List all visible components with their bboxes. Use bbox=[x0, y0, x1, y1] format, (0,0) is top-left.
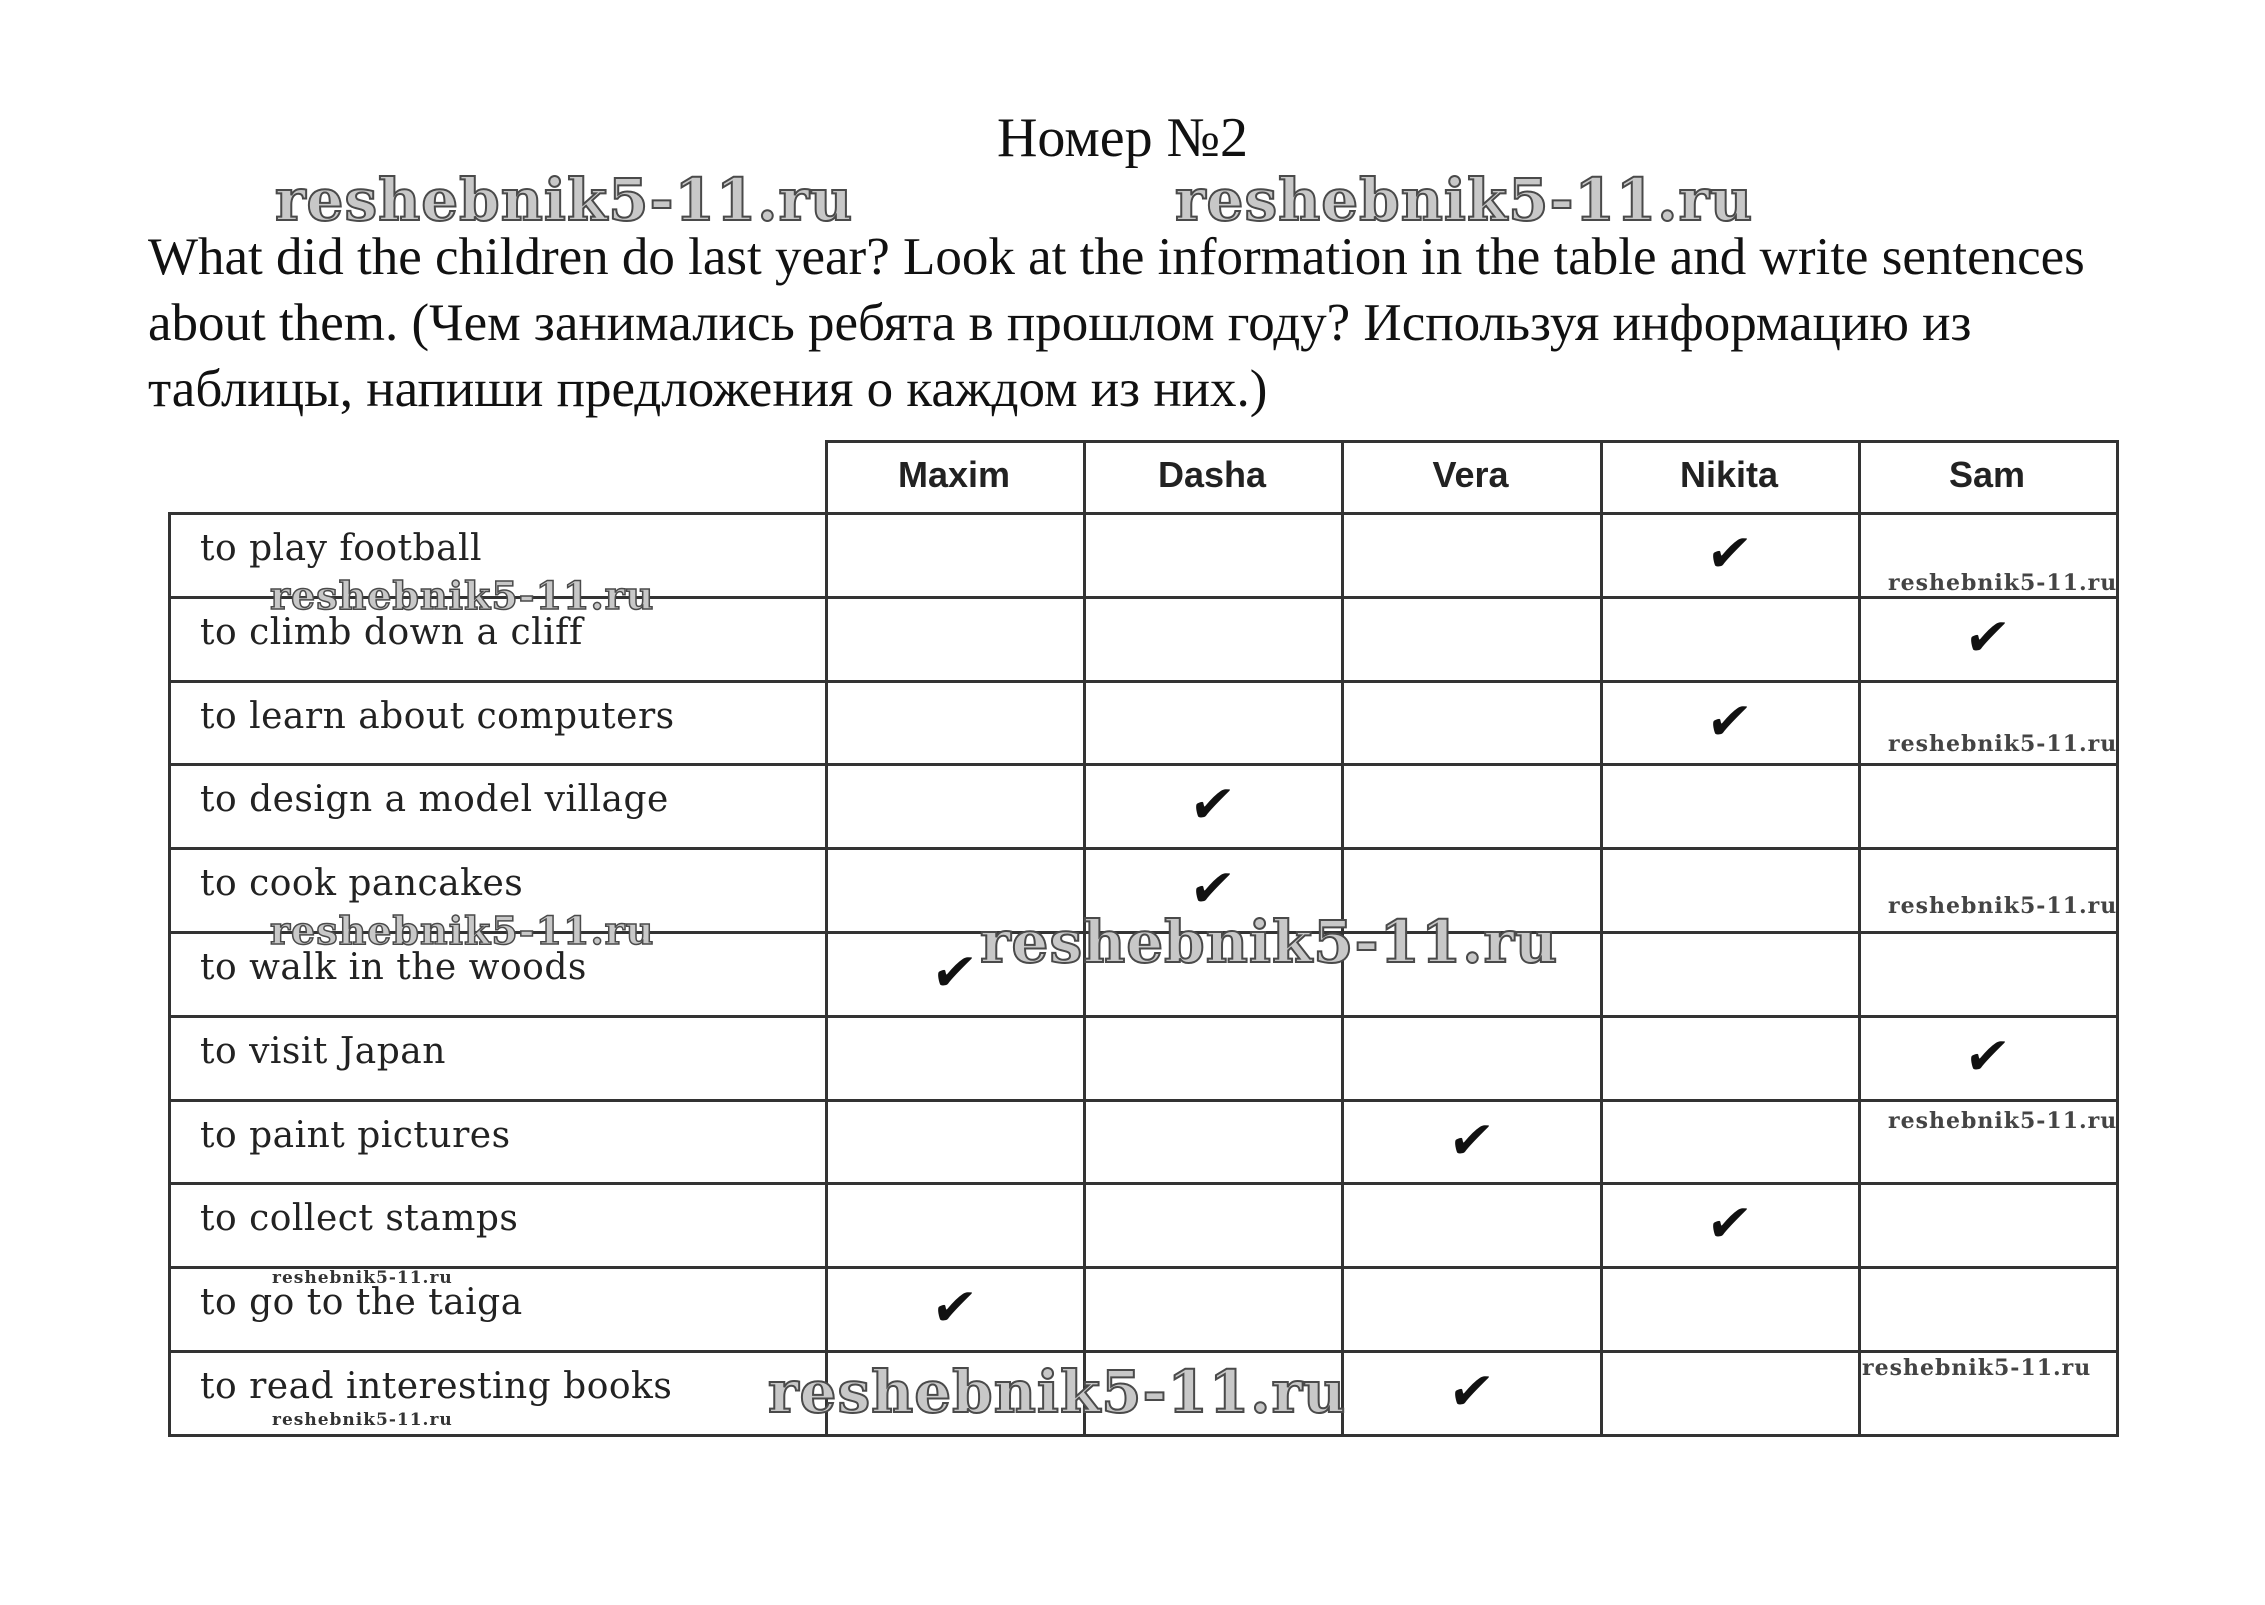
watermark: reshebnik5-11.ru bbox=[1175, 166, 1754, 234]
activity-label: to learn about computers bbox=[200, 695, 675, 737]
table-row-divider bbox=[168, 763, 2116, 766]
activity-label: to walk in the woods bbox=[200, 947, 587, 988]
check-mark-icon: ✔ bbox=[1960, 1026, 2013, 1087]
watermark: reshebnik5-11.ru bbox=[1862, 1355, 2092, 1381]
table-row-divider bbox=[168, 931, 2116, 934]
check-mark-icon: ✔ bbox=[927, 943, 980, 1003]
check-mark-icon: ✔ bbox=[1185, 775, 1238, 836]
check-mark-icon: ✔ bbox=[1185, 859, 1238, 920]
table-row-divider bbox=[168, 1015, 2116, 1018]
column-header: Dasha bbox=[1157, 454, 1267, 495]
table-row-divider bbox=[168, 1182, 2116, 1185]
watermark: reshebnik5-11.ru bbox=[980, 908, 1559, 976]
check-mark-icon: ✔ bbox=[927, 1278, 980, 1339]
activity-label: to visit Japan bbox=[200, 1030, 446, 1072]
check-mark-icon: ✔ bbox=[1702, 524, 1755, 584]
watermark: reshebnik5-11.ru bbox=[270, 573, 655, 618]
watermark: reshebnik5-11.ru bbox=[275, 166, 854, 234]
exercise-instruction: What did the children do last year? Look at the information in the table and write sentences about them. (Чем занимались ребята в прошлом году? Используя информацию из таблицы, напиши предложения о каждом из них.) bbox=[148, 228, 2085, 418]
check-mark-icon: ✔ bbox=[1444, 1110, 1497, 1171]
table-row-divider bbox=[168, 680, 2116, 683]
activity-label: to cook pancakes bbox=[200, 863, 524, 905]
check-mark-icon: ✔ bbox=[1444, 1362, 1497, 1422]
table-row-divider bbox=[168, 1266, 2116, 1269]
table-row-divider bbox=[168, 1350, 2116, 1353]
table-row-divider bbox=[168, 512, 2116, 515]
activity-label: to go to the taiga bbox=[200, 1282, 523, 1324]
table-column-divider bbox=[825, 440, 828, 1437]
activity-label: to paint pictures bbox=[200, 1114, 511, 1156]
column-header: Maxim bbox=[897, 454, 1011, 495]
table-border bbox=[168, 512, 171, 1434]
watermark: reshebnik5-11.ru bbox=[1888, 893, 2118, 919]
column-header: Vera bbox=[1432, 454, 1509, 495]
column-header: Sam bbox=[1948, 454, 2026, 495]
watermark: reshebnik5-11.ru bbox=[1888, 570, 2118, 596]
table-row-divider bbox=[168, 847, 2116, 850]
watermark: reshebnik5-11.ru bbox=[270, 908, 655, 953]
table-column-divider bbox=[1083, 440, 1086, 1437]
activity-label: to climb down a cliff bbox=[200, 611, 583, 653]
check-mark-icon: ✔ bbox=[1960, 607, 2013, 668]
watermark: reshebnik5-11.ru bbox=[768, 1358, 1347, 1426]
table-column-divider bbox=[1341, 440, 1344, 1437]
table-column-divider bbox=[1600, 440, 1603, 1437]
check-mark-icon: ✔ bbox=[1702, 1194, 1755, 1255]
watermark: reshebnik5-11.ru bbox=[272, 1410, 453, 1430]
activity-label: to design a model village bbox=[200, 779, 669, 821]
watermark: reshebnik5-11.ru bbox=[272, 1268, 453, 1288]
watermark: reshebnik5-11.ru bbox=[1888, 1108, 2118, 1134]
check-mark-icon: ✔ bbox=[1702, 691, 1755, 752]
column-header: Nikita bbox=[1679, 454, 1779, 495]
table-column-divider bbox=[2116, 440, 2119, 1437]
activity-label: to read interesting books bbox=[200, 1366, 673, 1407]
table-row-divider bbox=[168, 1099, 2116, 1102]
table-column-divider bbox=[1858, 440, 1861, 1437]
activity-label: to collect stamps bbox=[200, 1198, 519, 1240]
table-row-divider bbox=[168, 1434, 2116, 1437]
activity-label: to play football bbox=[200, 528, 483, 569]
table-row-divider bbox=[168, 596, 2116, 599]
page-title: Номер №2 bbox=[996, 107, 1249, 169]
watermark: reshebnik5-11.ru bbox=[1888, 731, 2118, 757]
